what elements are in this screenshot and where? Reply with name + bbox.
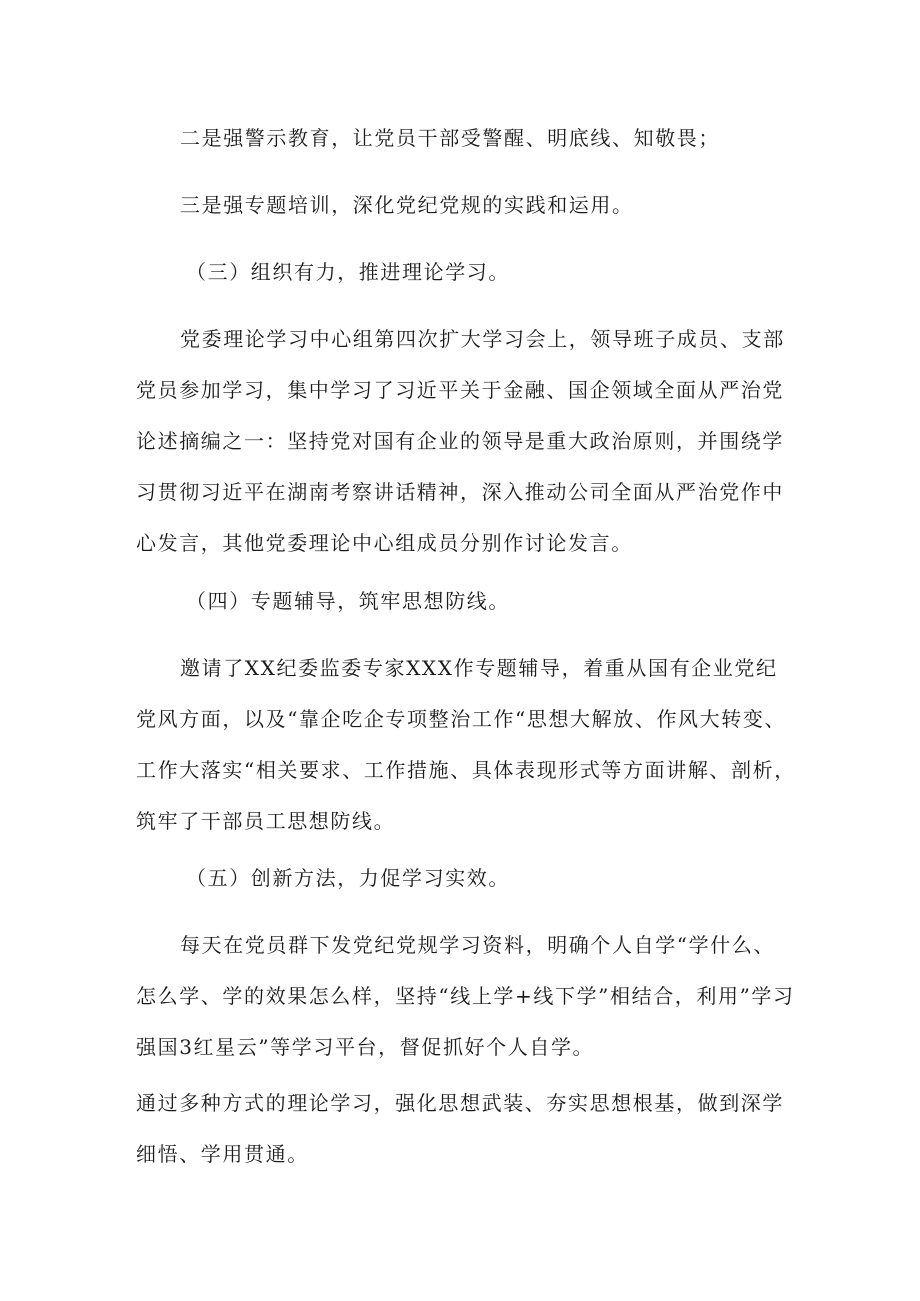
paragraph-special-training: 三是强专题培训，深化党纪党规的实践和运用。 bbox=[180, 193, 634, 217]
section-heading-4: （四）专题辅导，筑牢思想防线。 bbox=[186, 589, 510, 613]
section-heading-3: （三）组织有力，推进理论学习。 bbox=[186, 260, 510, 284]
section-heading-5: （五）创新方法，力促学习实效。 bbox=[186, 866, 510, 890]
paragraph-warning-education: 二是强警示教育，让党员干部受警醒、明底线、知敬畏； bbox=[180, 126, 720, 150]
paragraph-expert-guidance: 邀请了XX纪委监委专家XXX作专题辅导，着重从国有企业党纪党风方面，以及“靠企吃企专项整治工作“思想大解放、作风大转变、工作大落实“相关要求、工作措施、具体表现形式等方面讲解、剖析，筑牢了干部员工思想防线。 bbox=[136, 656, 796, 833]
paragraph-study-meeting: 党委理论学习中心组第四次扩大学习会上，领导班子成员、支部党员参加学习，集中学习了习近平关于金融、国企领域全面从严治党论述摘编之一：坚持党对国有企业的领导是重大政治原则，并围绕学习贯彻习近平在湖南考察讲话精神，深入推动公司全面从严治党作中心发言，其他党委理论中心组成员分别作讨论发言。 bbox=[136, 327, 785, 555]
paragraph-conclusion: 通过多种方式的理论学习，强化思想武装、夯实思想根基，做到深学细悟、学用贯通。 bbox=[136, 1091, 784, 1166]
paragraph-daily-study: 每天在党员群下发党纪党规学习资料，明确个人自学“学什么、怎么学、学的效果怎么样，坚持“线上学+线下学”相结合，利用”学习强国3红星云”等学习平台，督促抓好个人自学。 bbox=[136, 933, 795, 1059]
